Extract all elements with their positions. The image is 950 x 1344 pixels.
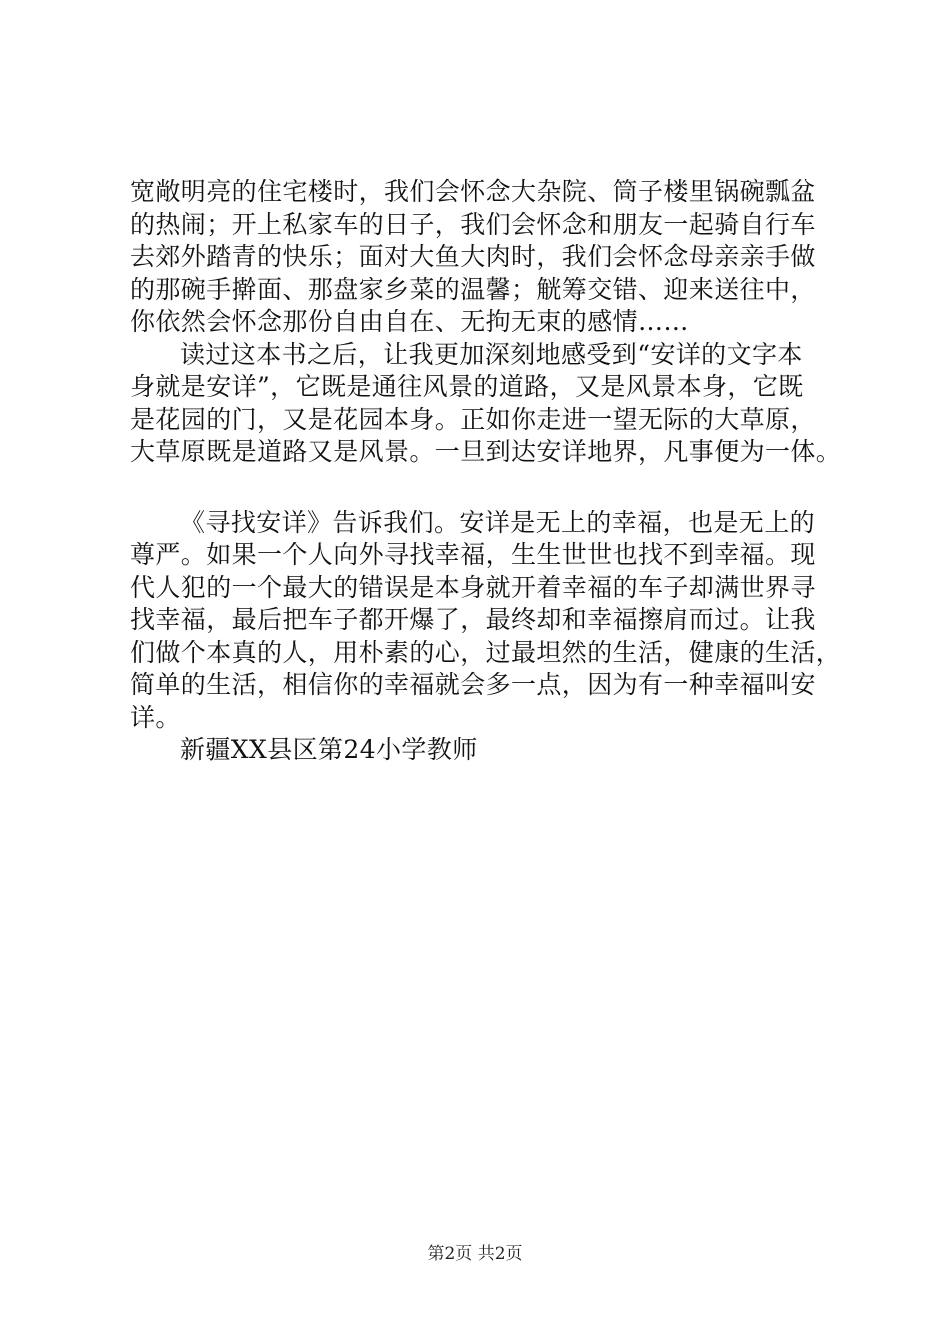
text-line: 代人犯的一个最大的错误是本身就开着幸福的车子却满世界寻 — [130, 572, 816, 602]
author-signature: 新疆XX县区第24小学教师 — [180, 735, 478, 764]
text-line: 宽敞明亮的住宅楼时，我们会怀念大杂院、筒子楼里锅碗瓢盆 — [130, 177, 816, 206]
paragraph-3 — [130, 507, 850, 735]
text-line: 去郊外踏青的快乐；面对大鱼大肉时，我们会怀念母亲亲手做 — [130, 242, 816, 271]
text-line: 的热闹；开上私家车的日子，我们会怀念和朋友一起骑自行车 — [130, 209, 816, 239]
text-line: 尊严。如果一个人向外寻找幸福，生生世世也找不到幸福。现 — [130, 540, 816, 569]
paragraph-1 — [130, 176, 850, 339]
text-line: 们做个本真的人，用朴素的心，过最坦然的生活，健康的生活， — [130, 637, 842, 667]
text-line: 详。 — [130, 702, 181, 732]
text-line: 大草原既是道路又是风景。一旦到达安详地界，凡事便为一体。 — [130, 437, 842, 466]
text-line: 读过这本书之后，让我更加深刻地感受到“安详的文字本 — [180, 339, 803, 369]
page-indicator: 第2页 共2页 — [427, 1244, 523, 1264]
text-line: 找幸福，最后把车子都开爆了，最终却和幸福擦肩而过。让我 — [130, 605, 816, 634]
document-body — [130, 176, 850, 767]
text-line: 的那碗手擀面、那盘家乡菜的温馨；觥筹交错、迎来送往中， — [130, 274, 816, 304]
text-line: 身就是安详”，它既是通往风景的道路，又是风景本身，它既 — [130, 372, 804, 401]
text-line: 简单的生活，相信你的幸福就会多一点，因为有一种幸福叫安 — [130, 670, 816, 699]
paragraph-2 — [130, 339, 850, 469]
paragraph-gap — [130, 469, 850, 507]
text-line: 《寻找安详》告诉我们。安详是无上的幸福，也是无上的 — [180, 507, 816, 537]
text-line: 你依然会怀念那份自由自在、无拘无束的感情…… — [130, 307, 689, 336]
text-line: 是花园的门，又是花园本身。正如你走进一望无际的大草原， — [130, 404, 816, 434]
